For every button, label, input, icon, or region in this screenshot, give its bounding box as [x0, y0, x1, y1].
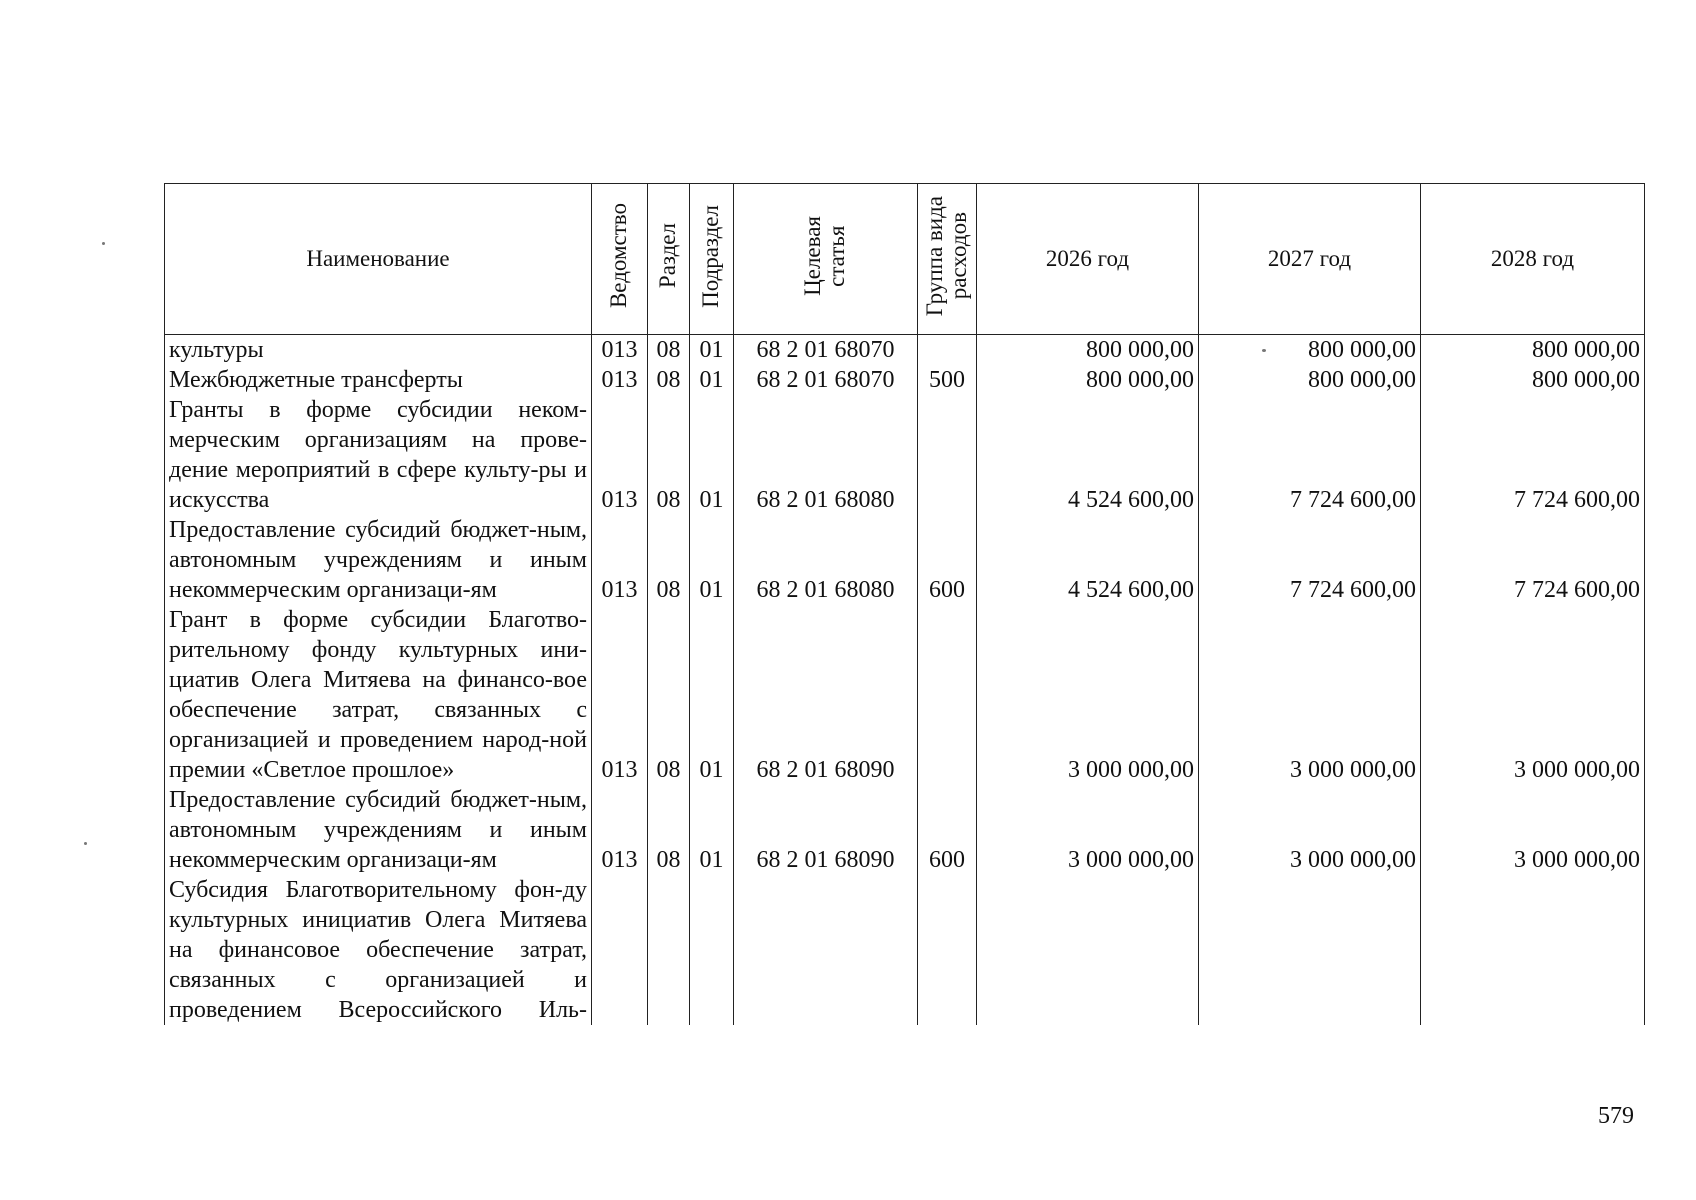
- row-amount-2028: 3 000 000,00: [1421, 605, 1645, 785]
- row-subsection: 01: [690, 335, 734, 366]
- row-expense-group: [918, 605, 977, 785]
- row-department: [592, 875, 648, 1025]
- row-target-item: 68 2 01 68090: [734, 785, 918, 875]
- header-subsection-text: Подраздел: [698, 204, 724, 308]
- header-section: [648, 184, 690, 335]
- row-name: Межбюджетные трансферты: [165, 365, 592, 395]
- row-department: 013: [592, 785, 648, 875]
- row-department: 013: [592, 515, 648, 605]
- row-name: Субсидия Благотворительному фон-ду культурных инициатив Олега Митяева на финансовое обеспечение затрат, связанных с организацией и проведением Всероссийского Иль-: [165, 875, 592, 1025]
- row-expense-group: 600: [918, 515, 977, 605]
- row-amount-2026: 800 000,00: [977, 365, 1199, 395]
- row-department: 013: [592, 605, 648, 785]
- row-amount-2028: 7 724 600,00: [1421, 515, 1645, 605]
- header-year-2026: 2026 год: [977, 184, 1199, 335]
- row-amount-2028: [1421, 875, 1645, 1025]
- table-row: [165, 365, 1645, 395]
- row-amount-2026: 3 000 000,00: [977, 785, 1199, 875]
- row-subsection: [690, 875, 734, 1025]
- row-amount-2026: 4 524 600,00: [977, 395, 1199, 515]
- header-expense-group-text: [923, 196, 971, 316]
- row-subsection: 01: [690, 605, 734, 785]
- header-department: [592, 184, 648, 335]
- row-amount-2027: 7 724 600,00: [1199, 515, 1421, 605]
- row-target-item: 68 2 01 68070: [734, 365, 918, 395]
- row-target-item: 68 2 01 68080: [734, 515, 918, 605]
- row-section: 08: [648, 395, 690, 515]
- table-row: [165, 785, 1645, 875]
- row-department: 013: [592, 395, 648, 515]
- row-expense-group: 600: [918, 785, 977, 875]
- table-row: [165, 395, 1645, 515]
- row-section: [648, 875, 690, 1025]
- row-amount-2027: 3 000 000,00: [1199, 605, 1421, 785]
- header-target-item-line2: статья: [824, 225, 850, 287]
- header-year-2027: 2027 год: [1199, 184, 1421, 335]
- table-body: [165, 335, 1645, 1026]
- row-department: 013: [592, 365, 648, 395]
- header-year-2028: 2028 год: [1421, 184, 1645, 335]
- row-name: Грант в форме субсидии Благотво-рительному фонду культурных ини-циатив Олега Митяева на финансо-вое обеспечение затрат, связанных с организацией и проведением народ-ной премии «Светлое прошлое»: [165, 605, 592, 785]
- row-section: 08: [648, 365, 690, 395]
- header-subsection: [690, 184, 734, 335]
- header-expense-group-line2: расходов: [946, 212, 971, 300]
- row-name: культуры: [165, 335, 592, 366]
- table-row: [165, 605, 1645, 785]
- header-name: [165, 184, 592, 335]
- header-name-text: Наименование: [306, 246, 450, 271]
- table-header: [165, 184, 1645, 335]
- header-section-text: Раздел: [655, 223, 681, 289]
- scan-speck: [102, 242, 105, 245]
- header-expense-group: [918, 184, 977, 335]
- row-subsection: 01: [690, 365, 734, 395]
- row-section: 08: [648, 785, 690, 875]
- row-amount-2026: 4 524 600,00: [977, 515, 1199, 605]
- row-amount-2028: 3 000 000,00: [1421, 785, 1645, 875]
- row-subsection: 01: [690, 785, 734, 875]
- row-amount-2026: [977, 875, 1199, 1025]
- row-name: Гранты в форме субсидии неком-мерческим организациям на прове-дение мероприятий в сфере культу-ры и искусства: [165, 395, 592, 515]
- row-amount-2027: [1199, 875, 1421, 1025]
- budget-table: [164, 183, 1645, 1025]
- row-amount-2026: 800 000,00: [977, 335, 1199, 366]
- row-subsection: 01: [690, 395, 734, 515]
- row-target-item: [734, 875, 918, 1025]
- row-amount-2027: 7 724 600,00: [1199, 395, 1421, 515]
- row-name: Предоставление субсидий бюджет-ным, автономным учреждениям и иным некоммерческим организаци-ям: [165, 785, 592, 875]
- row-expense-group: [918, 395, 977, 515]
- scan-speck: [84, 842, 87, 845]
- header-department-text: Ведомство: [606, 203, 632, 309]
- row-amount-2028: 7 724 600,00: [1421, 395, 1645, 515]
- row-amount-2026: 3 000 000,00: [977, 605, 1199, 785]
- row-amount-2027: 3 000 000,00: [1199, 785, 1421, 875]
- row-section: 08: [648, 335, 690, 366]
- scan-speck: [1262, 349, 1266, 352]
- table-row: [165, 335, 1645, 366]
- row-name: Предоставление субсидий бюджет-ным, автономным учреждениям и иным некоммерческим организаци-ям: [165, 515, 592, 605]
- row-amount-2028: 800 000,00: [1421, 335, 1645, 366]
- row-amount-2027: 800 000,00: [1199, 365, 1421, 395]
- row-department: 013: [592, 335, 648, 366]
- header-target-item: [734, 184, 918, 335]
- header-target-item-line1: Целевая: [800, 216, 826, 296]
- row-section: 08: [648, 605, 690, 785]
- page-number: 579: [1598, 1103, 1634, 1129]
- row-amount-2027: 800 000,00: [1199, 335, 1421, 366]
- table-row: [165, 875, 1645, 1025]
- header-expense-group-line1: Группа вида: [921, 195, 947, 317]
- row-expense-group: [918, 875, 977, 1025]
- row-amount-2028: 800 000,00: [1421, 365, 1645, 395]
- header-target-item-text: [801, 216, 849, 296]
- table-row: [165, 515, 1645, 605]
- row-section: 08: [648, 515, 690, 605]
- row-target-item: 68 2 01 68090: [734, 605, 918, 785]
- row-subsection: 01: [690, 515, 734, 605]
- row-target-item: 68 2 01 68070: [734, 335, 918, 366]
- row-target-item: 68 2 01 68080: [734, 395, 918, 515]
- row-expense-group: [918, 335, 977, 366]
- row-expense-group: 500: [918, 365, 977, 395]
